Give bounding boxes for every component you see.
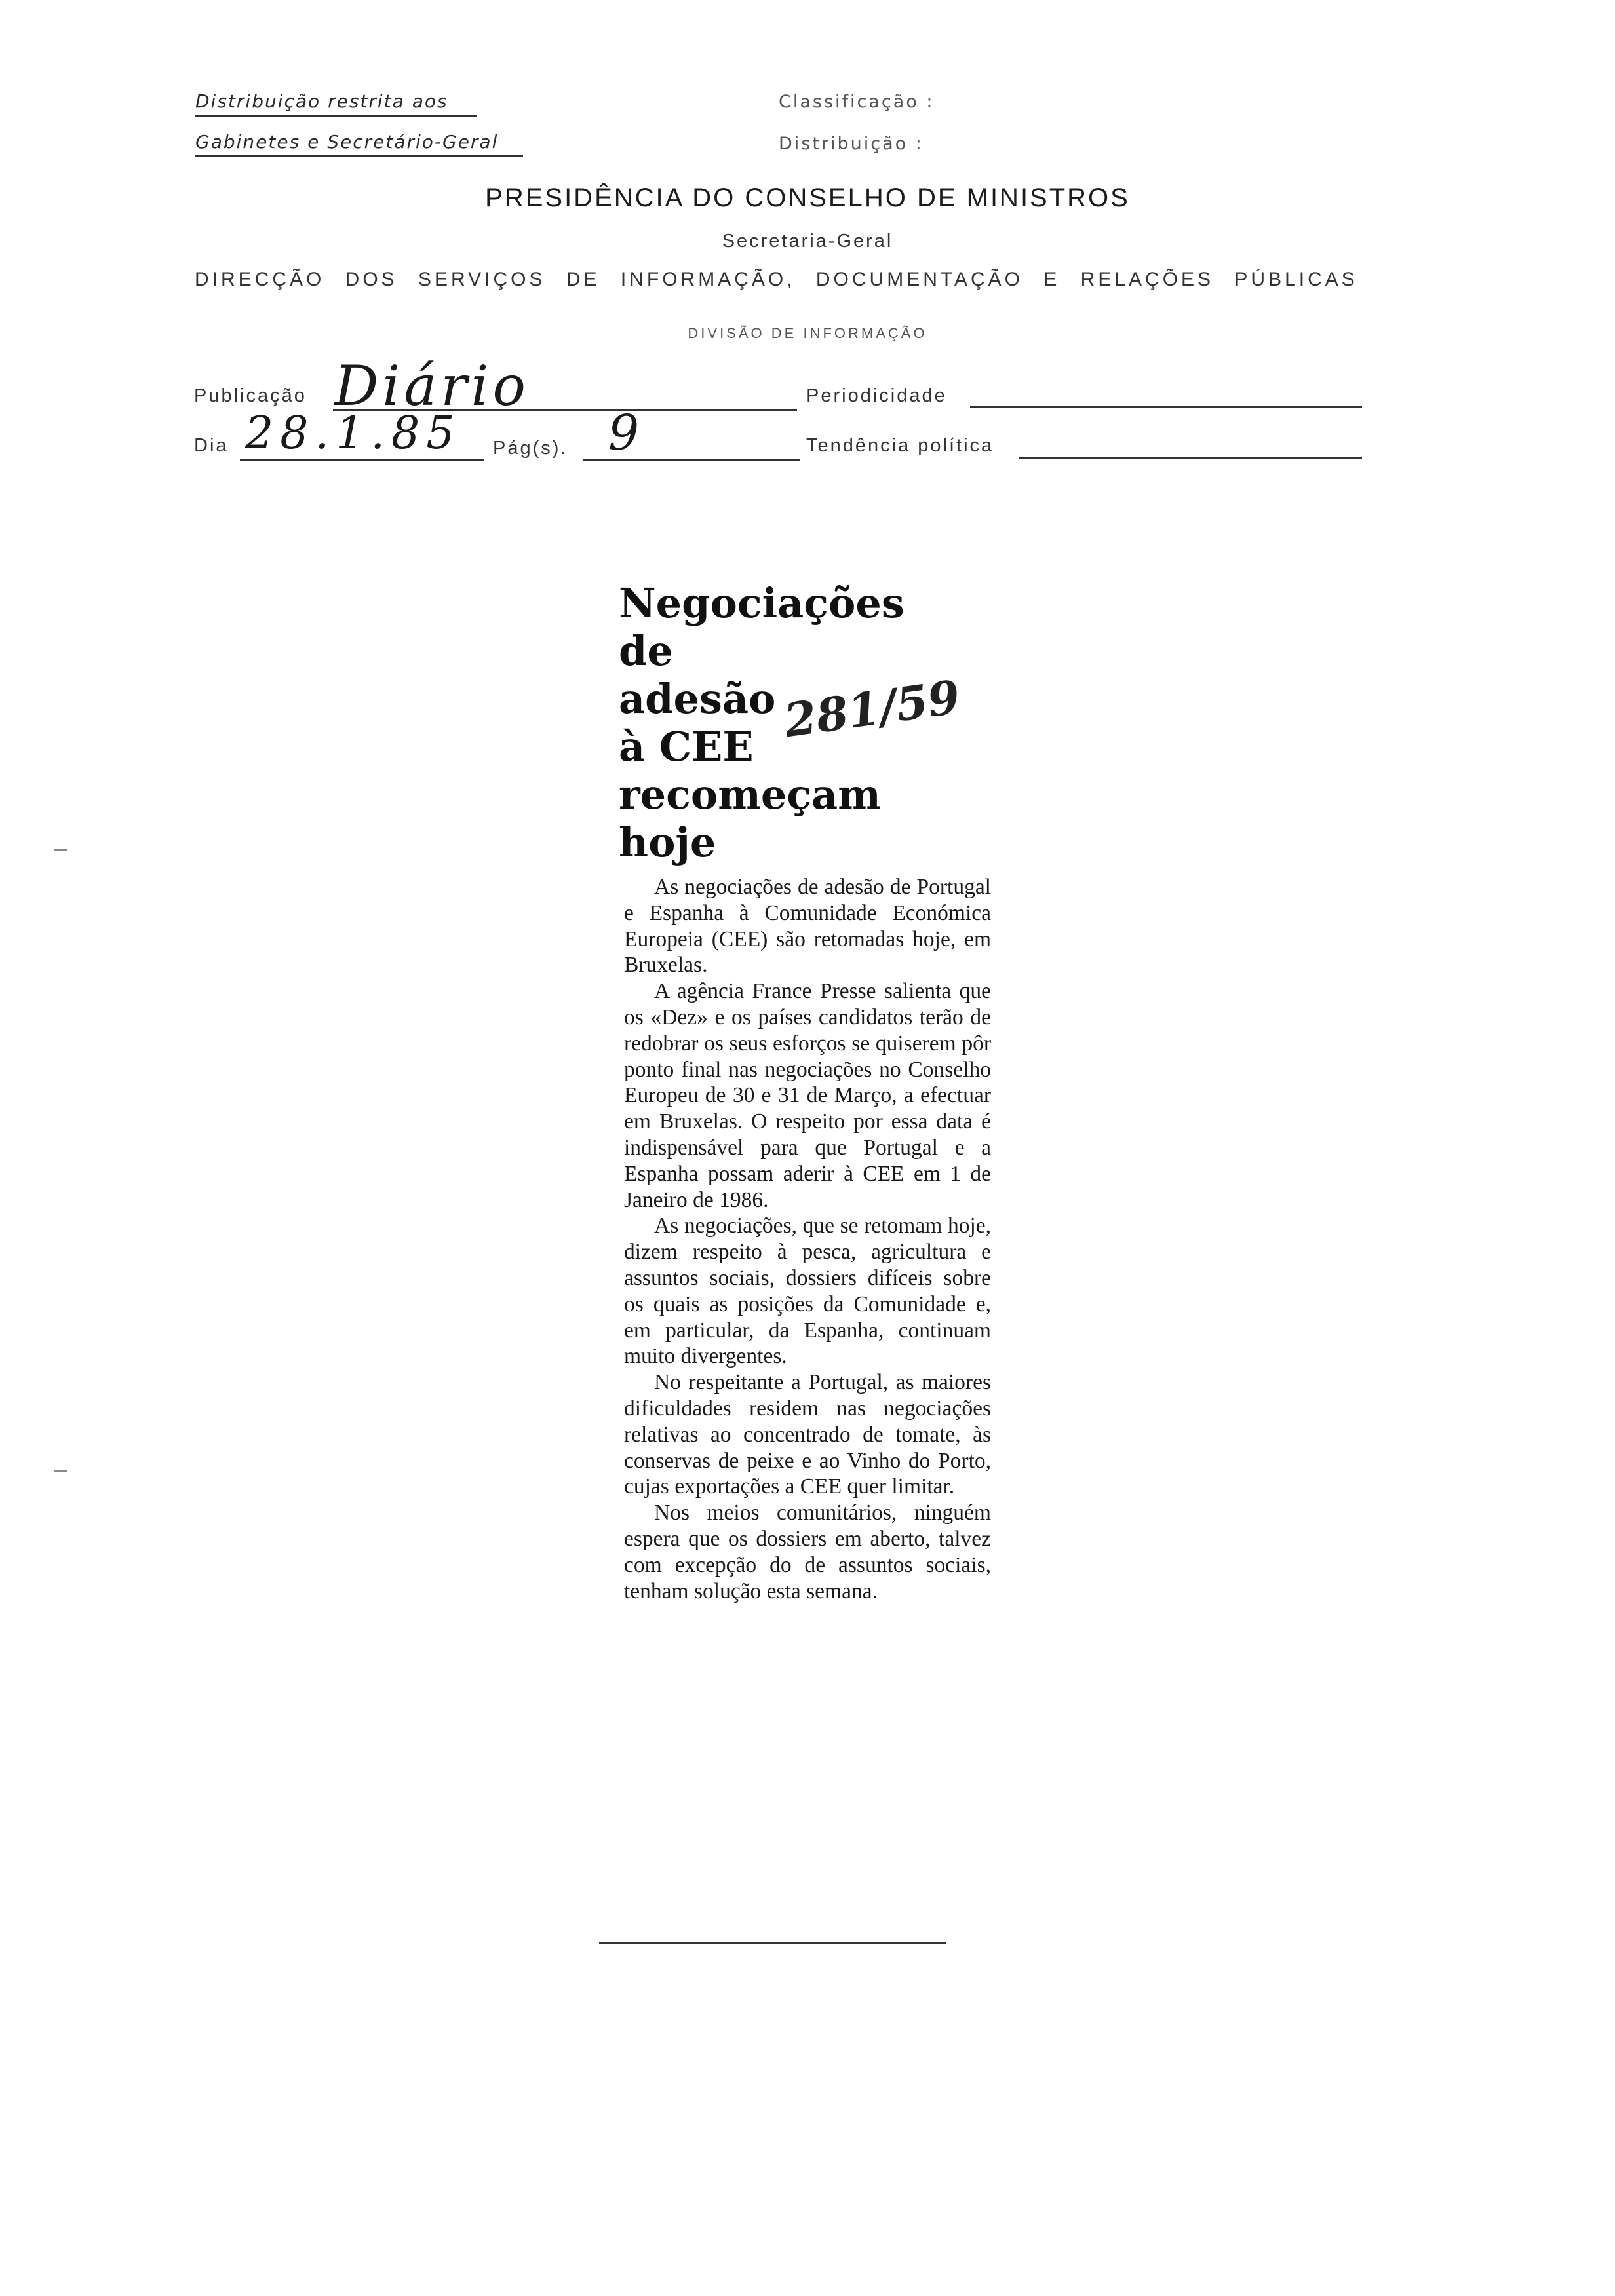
day-value: 28.1.85: [245, 408, 461, 459]
article-end-rule: [599, 1942, 946, 1944]
distribution-line-2: Gabinetes e Secretário-Geral: [195, 131, 523, 157]
margin-mark-1: [54, 849, 67, 851]
headline-line-5: recomeçam: [619, 771, 881, 818]
division-name: DIVISÃO DE INFORMAÇÃO: [688, 325, 927, 341]
periodicity-line: [970, 406, 1362, 408]
headline-line-6: hoje: [619, 818, 716, 866]
headline-line-3: adesão: [619, 675, 776, 723]
pages-value: 9: [608, 405, 640, 461]
headline-line-1: Negociações: [619, 579, 905, 627]
handwritten-annotation: 281/59: [781, 669, 963, 748]
article-paragraph-3: As negociações, que se retomam hoje, dizem respeito à pesca, agricultura e assuntos sociais, dossiers difíceis sobre os quais as posições da Comunidade e, em particular, da Espanha, continuam muito divergentes.: [624, 1214, 991, 1369]
department-name: DIRECÇÃO DOS SERVIÇOS DE INFORMAÇÃO, DOCUMENTAÇÃO E RELAÇÕES PÚBLICAS: [195, 269, 1358, 290]
distribution-label: Distribuição :: [779, 134, 924, 154]
article-body: [624, 874, 991, 1604]
political-tendency-label: Tendência política: [806, 435, 994, 456]
pages-label: Pág(s).: [493, 438, 568, 459]
classification-label: Classificação :: [779, 92, 935, 112]
article-paragraph-5: Nos meios comunitários, ninguém espera que os dossiers em aberto, talvez com excepção do de assuntos sociais, tenham solução esta semana.: [624, 1501, 991, 1603]
institution-subtitle: Secretaria-Geral: [722, 231, 893, 252]
periodicity-label: Periodicidade: [806, 385, 947, 406]
publication-label: Publicação: [194, 385, 307, 406]
distribution-line-1: Distribuição restrita aos: [195, 90, 477, 117]
margin-mark-2: [54, 1470, 67, 1472]
article-paragraph-4: No respeitante a Portugal, as maiores dificuldades residem nas negociações relativas ao concentrado de tomate, às conservas de peixe e ao Vinho do Porto, cujas exportações a CEE quer limitar.: [624, 1370, 991, 1499]
day-line: [240, 459, 484, 461]
headline-line-2: de: [619, 627, 673, 675]
headline-line-4: à CEE: [619, 723, 754, 771]
publication-value: Diário: [334, 354, 530, 418]
day-label: Dia: [194, 435, 229, 456]
article-paragraph-1: As negociações de adesão de Portugal e Espanha à Comunidade Económica Europeia (CEE) são retomadas hoje, em Bruxelas.: [624, 875, 991, 978]
article-paragraph-2: A agência France Presse salienta que os «Dez» e os países candidatos terão de redobrar os seus esforços se quiserem pôr ponto final nas negociações no Conselho Europeu de 30 e 31 de Março, a efectuar em Bruxelas. O respeito por essa data é indispensável para que Portugal e a Espanha possam aderir à CEE em 1 de Janeiro de 1986.: [624, 979, 991, 1212]
institution-title: PRESIDÊNCIA DO CONSELHO DE MINISTROS: [485, 183, 1130, 212]
pages-line: [583, 459, 800, 461]
political-tendency-line: [1019, 457, 1362, 459]
